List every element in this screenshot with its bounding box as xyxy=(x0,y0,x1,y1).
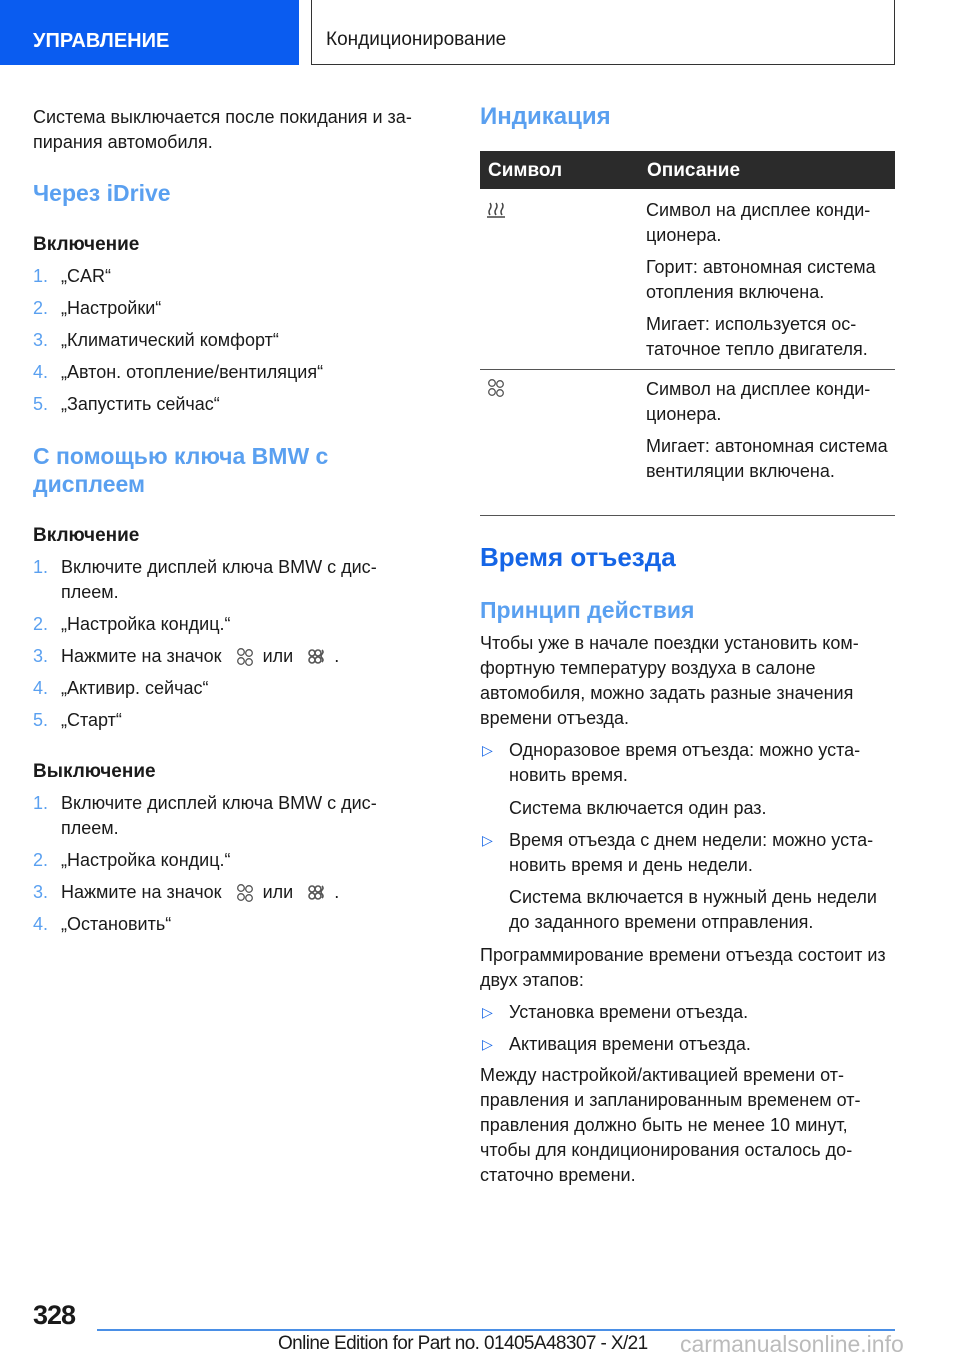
item-number: 2. xyxy=(33,298,49,318)
item-text: „CAR“ xyxy=(61,266,111,286)
or-text: или xyxy=(262,882,294,902)
item-number: 2. xyxy=(33,850,49,870)
bullet-item xyxy=(480,828,895,878)
idrive-heading: Через iDrive xyxy=(33,180,171,206)
edition-text: Online Edition for Part no. 01405A48307 - X/21 xyxy=(278,1333,648,1354)
item-number: 4. xyxy=(33,678,49,698)
list-item xyxy=(33,848,433,873)
item-text: „Старт“ xyxy=(61,710,122,730)
intro-text: Система выключается после покидания и запирания автомобиля. xyxy=(33,107,412,152)
bullet-triangle-icon: ▷ xyxy=(482,742,493,758)
table-header xyxy=(480,151,895,189)
list-item xyxy=(33,880,433,905)
or-text: или xyxy=(262,646,294,666)
bullet-note: Система включается в нужный день недели до заданного времени отправления. xyxy=(509,887,877,932)
item-number: 1. xyxy=(33,266,49,286)
paragraph: Чтобы уже в начале поездки установить комфортную температуру воздуха в салоне автомобиля, можно задать разные значения времени отъезда. xyxy=(480,633,859,728)
item-text: „Настройка кондиц.“ xyxy=(61,614,231,634)
list-item xyxy=(33,555,428,605)
key-on-subheading: Включение xyxy=(33,525,140,546)
row-divider xyxy=(480,369,895,370)
paragraph: Между настройкой/активацией времени отправления и запланированным временем отправления должно быть не менее 10 минут, чтобы для кондиционирования осталось достаточно времени. xyxy=(480,1065,861,1185)
item-text: „Остановить“ xyxy=(61,914,172,934)
item-text: „Настройка кондиц.“ xyxy=(61,850,231,870)
key-heading: С помощью ключа BMW с дисплеем xyxy=(33,443,329,497)
bullet-triangle-icon: ▷ xyxy=(482,1036,493,1052)
list-item xyxy=(33,296,433,321)
period: . xyxy=(334,646,340,666)
item-number: 5. xyxy=(33,710,49,730)
idrive-on-subheading: Включение xyxy=(33,234,140,255)
paragraph: Программирование времени отъезда состоит из двух этапов: xyxy=(480,945,886,990)
bullet-text: Установка времени отъезда. xyxy=(509,1002,749,1022)
item-text: Включите дисплей ключа BMW с дисплеем. xyxy=(61,557,377,602)
list-item xyxy=(33,644,433,669)
list-item xyxy=(33,360,433,385)
bullet-text: Активация времени отъезда. xyxy=(509,1034,751,1054)
row-divider xyxy=(480,515,895,516)
period: . xyxy=(334,882,340,902)
principle-heading: Принцип действия xyxy=(480,597,695,623)
item-number: 5. xyxy=(33,394,49,414)
table-row xyxy=(646,198,895,362)
fan-icon xyxy=(235,647,255,667)
departure-heading: Время отъезда xyxy=(480,542,676,572)
list-item xyxy=(33,612,433,637)
chapter-title: Кондиционирование xyxy=(311,0,895,65)
item-number: 2. xyxy=(33,614,49,634)
item-text: Нажмите на значок xyxy=(61,882,222,902)
section-tab: УПРАВЛЕНИЕ xyxy=(0,0,299,65)
watermark: carmanualsonline.info xyxy=(680,1331,904,1357)
item-number: 1. xyxy=(33,557,49,577)
item-text: „Настройки“ xyxy=(61,298,162,318)
table-row xyxy=(646,377,895,484)
list-item xyxy=(33,328,433,353)
item-text: „Автон. отопление/вентиляция“ xyxy=(61,362,324,382)
item-text: Включите дисплей ключа BMW с дисплеем. xyxy=(61,793,377,838)
bullet-text: Время отъезда с днем недели: можно установить время и день недели. xyxy=(509,830,874,875)
item-number: 4. xyxy=(33,914,49,934)
page-number: 328 xyxy=(33,1300,76,1330)
bullet-text: Одноразовое время отъезда: можно установить время. xyxy=(509,740,861,785)
fan-icon xyxy=(486,378,506,398)
bullet-triangle-icon: ▷ xyxy=(482,832,493,848)
description-text: Символ на дисплее кондиционера. xyxy=(646,379,871,424)
list-item xyxy=(33,392,433,417)
item-number: 3. xyxy=(33,646,49,666)
bullet-note: Система включается один раз. xyxy=(509,798,767,818)
list-item xyxy=(33,791,428,841)
list-item xyxy=(33,264,433,289)
item-text: „Климатический комфорт“ xyxy=(61,330,279,350)
key-off-subheading: Выключение xyxy=(33,761,156,782)
heating-icon xyxy=(486,199,506,219)
fan-heat-icon xyxy=(306,883,326,903)
bullet-item xyxy=(480,738,895,788)
list-item xyxy=(33,912,433,937)
fan-heat-icon xyxy=(306,647,326,667)
list-item xyxy=(33,676,433,701)
column-header-description: Описание xyxy=(647,160,741,181)
bullet-item xyxy=(480,1000,895,1025)
description-text: Мигает: автономная система вентиляции включена. xyxy=(646,436,888,481)
fan-icon xyxy=(235,883,255,903)
indication-heading: Индикация xyxy=(480,103,611,130)
item-text: „Запустить сейчас“ xyxy=(61,394,220,414)
column-header-symbol: Символ xyxy=(488,160,563,181)
bullet-triangle-icon: ▷ xyxy=(482,1004,493,1020)
description-text: Мигает: используется остаточное тепло двигателя. xyxy=(646,314,868,359)
list-item xyxy=(33,708,433,733)
item-number: 1. xyxy=(33,793,49,813)
description-text: Символ на дисплее кондиционера. xyxy=(646,200,871,245)
item-text: Нажмите на значок xyxy=(61,646,222,666)
item-number: 3. xyxy=(33,330,49,350)
item-number: 3. xyxy=(33,882,49,902)
bullet-item xyxy=(480,1032,895,1057)
item-text: „Активир. сейчас“ xyxy=(61,678,209,698)
description-text: Горит: автономная система отопления включена. xyxy=(646,257,876,302)
item-number: 4. xyxy=(33,362,49,382)
